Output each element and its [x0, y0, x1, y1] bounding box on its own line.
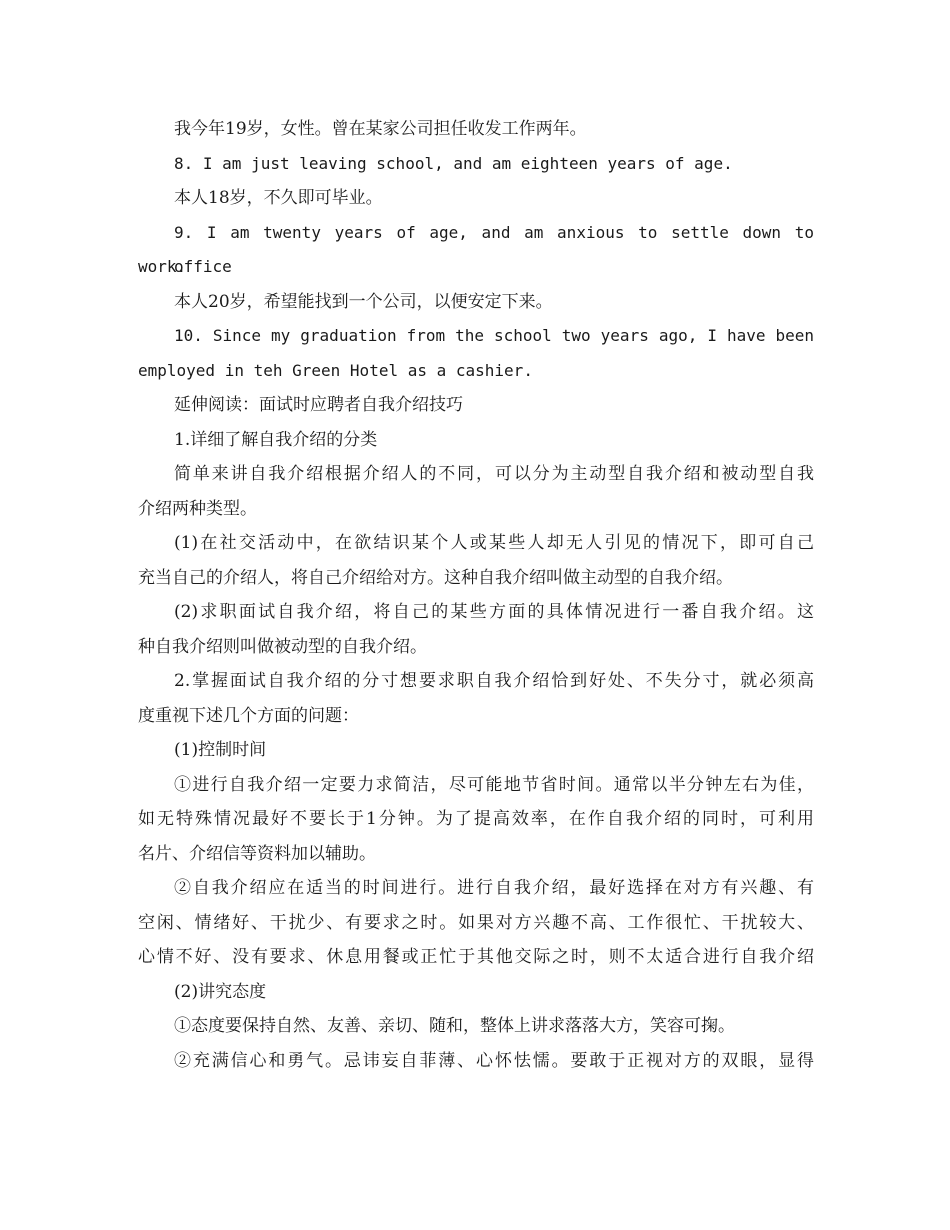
text-line: 8. I am just leaving school, and am eighteen years of age. — [174, 153, 733, 173]
text-line: 简单来讲自我介绍根据介绍人的不同，可以分为主动型自我介绍和被动型自我 — [174, 464, 814, 484]
text-line: 度重视下述几个方面的问题： — [138, 705, 359, 726]
text-line: 名片、介绍信等资料加以辅助。 — [138, 843, 376, 864]
text-line: 2.掌握面试自我介绍的分寸想要求职自我介绍恰到好处、不失分寸，就必须高 — [174, 671, 814, 691]
text-line: 充当自己的介绍人，将自己介绍给对方。这种自我介绍叫做主动型的自我介绍。 — [138, 567, 733, 588]
text-line: 我今年19岁，女性。曾在某家公司担任收发工作两年。 — [174, 119, 587, 139]
text-line: 心情不好、没有要求、休息用餐或正忙于其他交际之时，则不太适合进行自我介绍 — [138, 947, 814, 967]
text-line: 空闲、情绪好、干扰少、有要求之时。如果对方兴趣不高、工作很忙、干扰较大、 — [138, 912, 814, 933]
text-line: ①态度要保持自然、友善、亲切、随和，整体上讲求落落大方，笑容可掬。 — [174, 1016, 735, 1036]
text-line: 10. Since my graduation from the school two years ago, I have been — [174, 326, 814, 345]
text-line: work. — [138, 257, 187, 276]
text-line: 延伸阅读：面试时应聘者自我介绍技巧 — [174, 395, 463, 415]
text-line: 种自我介绍则叫做被动型的自我介绍。 — [138, 636, 427, 657]
text-line: 1.详细了解自我介绍的分类 — [174, 429, 378, 450]
text-line: 9. I am twenty years of age, and am anxious to settle down to office — [174, 222, 814, 276]
text-line: 本人20岁，希望能找到一个公司，以便安定下来。 — [174, 291, 553, 312]
text-line: (1)控制时间 — [174, 740, 267, 760]
text-line: (2)求职面试自我介绍，将自己的某些方面的具体情况进行一番自我介绍。这 — [174, 602, 814, 622]
text-line: employed in teh Green Hotel as a cashier. — [138, 360, 533, 380]
text-line: (2)讲究态度 — [174, 981, 267, 1002]
text-line: ②自我介绍应在适当的时间进行。进行自我介绍，最好选择在对方有兴趣、有 — [174, 878, 814, 898]
text-line: ②充满信心和勇气。忌讳妄自菲薄、心怀怯懦。要敢于正视对方的双眼，显得 — [174, 1050, 814, 1071]
text-line: 本人18岁，不久即可毕业。 — [174, 188, 383, 208]
text-line: ①进行自我介绍一定要力求简洁，尽可能地节省时间。通常以半分钟左右为佳， — [174, 774, 814, 795]
text-line: 介绍两种类型。 — [138, 498, 257, 519]
text-line: (1)在社交活动中，在欲结识某个人或某些人却无人引见的情况下，即可自己 — [174, 533, 814, 553]
document-page — [138, 112, 814, 1078]
text-line: 如无特殊情况最好不要长于1分钟。为了提高效率，在作自我介绍的同时，可利用 — [138, 809, 814, 829]
